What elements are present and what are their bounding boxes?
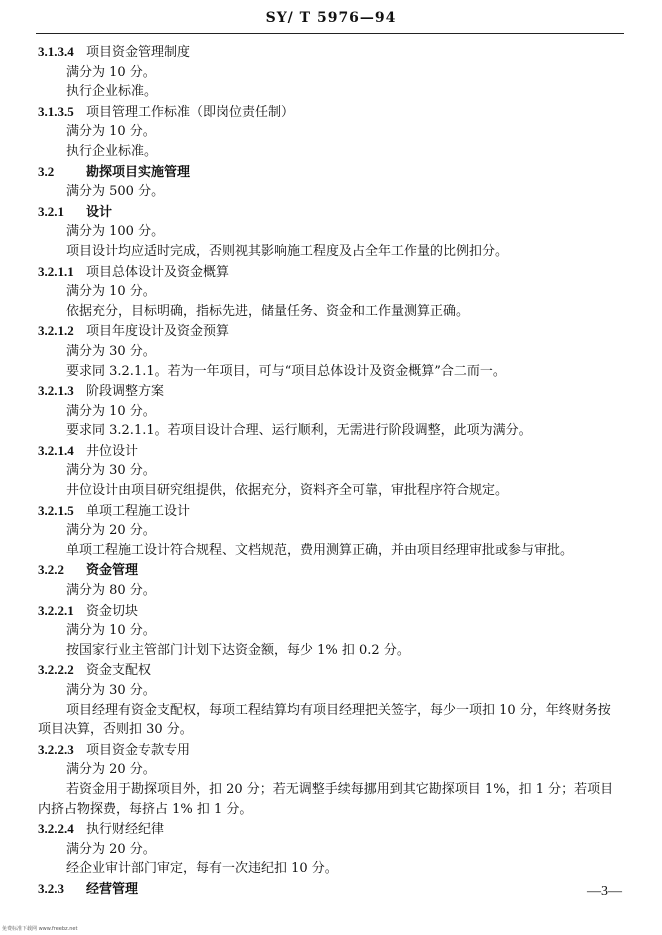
section-heading <box>38 740 626 761</box>
section-title: 阶段调整方案 <box>86 384 165 400</box>
section-heading <box>38 102 626 123</box>
body-paragraph-line: 执行企业标准。 <box>66 84 158 100</box>
body-paragraph-line: 项目设计均应适时完成，否则视其影响施工程度及占全年工作量的比例扣分。 <box>66 243 509 259</box>
body-paragraph-line: 要求同 3.2.1.1。若为一年项目，可与“项目总体设计及资金概算”合二而一。 <box>66 363 506 379</box>
body-paragraph-line: 满分为 10 分。 <box>66 64 156 80</box>
body-paragraph-line: 内挤占物探费，每挤占 1% 扣 1 分。 <box>38 801 253 817</box>
section-number: 3.2 <box>38 163 55 179</box>
section-title: 项目总体设计及资金概算 <box>86 264 230 280</box>
body-paragraph-line: 满分为 30 分。 <box>66 683 156 698</box>
body-paragraph-line: 满分为 30 分。 <box>66 343 156 359</box>
body-paragraph-line: 项目决算，否则扣 30 分。 <box>38 722 193 738</box>
body-paragraph-line: 若资金用于勘探项目外，扣 20 分；若无调整手续每挪用到其它勘探项目 1%，扣 1 分；若项目 <box>66 781 614 797</box>
section-title: 项目资金管理制度 <box>86 45 191 60</box>
section-heading <box>38 162 626 183</box>
body-paragraph-line: 满分为 10 分。 <box>66 284 156 300</box>
body-paragraph-line: 满分为 30 分。 <box>66 463 156 479</box>
section-number: 3.2.1.1 <box>38 263 74 279</box>
body-paragraph-line: 满分为 100 分。 <box>66 224 165 240</box>
document-body <box>38 42 626 900</box>
section-title: 资金切块 <box>86 603 139 619</box>
section-title: 执行财经纪律 <box>86 822 165 838</box>
section-heading <box>38 42 626 63</box>
section-number: 3.2.2.3 <box>38 741 74 757</box>
body-paragraph-line: 单项工程施工设计符合规程、文档规范，费用测算正确，并由项目经理审批或参与审批。 <box>66 542 574 558</box>
section-number: 3.2.1.2 <box>38 323 74 339</box>
section-title: 项目年度设计及资金预算 <box>86 324 230 340</box>
body-paragraph-line: 满分为 20 分。 <box>66 841 156 857</box>
section-title: 项目资金专款专用 <box>86 742 191 758</box>
section-title: 项目管理工作标准（即岗位责任制） <box>86 104 295 120</box>
section-number: 3.2.2.4 <box>38 821 74 837</box>
body-paragraph-line: 满分为 10 分。 <box>66 124 156 140</box>
body-paragraph-line: 要求同 3.2.1.1。若项目设计合理、运行顺利，无需进行阶段调整，此项为满分。 <box>66 423 532 439</box>
section-heading <box>38 819 626 840</box>
section-number: 3.1.3.4 <box>38 44 74 59</box>
section-title: 设计 <box>86 204 113 220</box>
section-heading <box>38 879 626 900</box>
header-rule <box>36 33 624 34</box>
section-title: 勘探项目实施管理 <box>86 164 191 180</box>
section-number: 3.2.1 <box>38 203 64 219</box>
watermark-text: 免费标准下载网 www.freebz.net <box>2 926 78 932</box>
body-paragraph-line: 项目经理有资金支配权，每项工程结算均有项目经理把关签字，每少一项扣 10 分，年终财务按 <box>66 702 611 718</box>
section-number: 3.2.1.5 <box>38 502 74 518</box>
page-number: —3— <box>587 884 622 899</box>
section-number: 3.2.2.1 <box>38 602 74 618</box>
body-paragraph-line: 依据充分，目标明确，指标先进，储量任务、资金和工作量测算正确。 <box>66 303 470 319</box>
section-number: 3.1.3.5 <box>38 103 74 119</box>
document-header: SY/ T 5976—94 <box>265 10 397 26</box>
body-paragraph-line: 满分为 20 分。 <box>66 762 156 778</box>
section-heading <box>38 321 626 342</box>
section-heading <box>38 381 626 402</box>
section-heading <box>38 262 626 283</box>
body-paragraph-line: 经企业审计部门审定，每有一次违纪扣 10 分。 <box>66 861 338 877</box>
body-paragraph-line: 满分为 80 分。 <box>66 583 156 599</box>
section-number: 3.2.1.4 <box>38 442 74 458</box>
section-number: 3.2.2.2 <box>38 662 74 678</box>
body-paragraph-line: 满分为 500 分。 <box>66 184 165 200</box>
body-paragraph-line: 满分为 10 分。 <box>66 403 156 419</box>
section-heading <box>38 660 626 681</box>
section-title: 资金支配权 <box>86 663 152 679</box>
section-heading <box>38 501 626 522</box>
section-title: 井位设计 <box>86 443 139 459</box>
section-number: 3.2.3 <box>38 880 64 896</box>
section-heading <box>38 202 626 223</box>
body-paragraph-line: 满分为 10 分。 <box>66 623 156 639</box>
section-number: 3.2.2 <box>38 562 64 578</box>
section-title: 经营管理 <box>86 881 139 897</box>
body-paragraph-line: 执行企业标准。 <box>66 143 158 159</box>
section-title: 单项工程施工设计 <box>86 503 191 519</box>
section-heading <box>38 441 626 462</box>
section-number: 3.2.1.3 <box>38 383 74 399</box>
body-paragraph-line: 按国家行业主管部门计划下达资金额，每少 1% 扣 0.2 分。 <box>66 642 410 658</box>
body-paragraph-line: 井位设计由项目研究组提供，依据充分，资料齐全可靠，审批程序符合规定。 <box>66 483 509 499</box>
section-heading <box>38 560 626 581</box>
body-paragraph-line: 满分为 20 分。 <box>66 523 156 539</box>
section-heading <box>38 601 626 622</box>
section-title: 资金管理 <box>86 563 139 579</box>
